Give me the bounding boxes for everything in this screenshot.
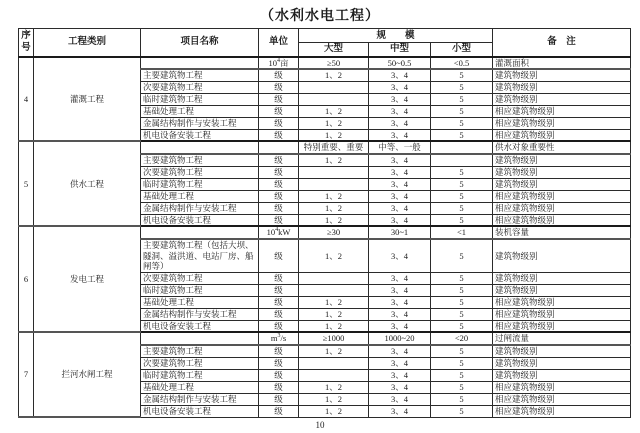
header-scale-medium: 中型 <box>369 43 431 57</box>
unit-text: 4 <box>276 57 280 64</box>
scale-small-cell: 5 <box>431 81 493 93</box>
remark-cell: 相应建筑物级别 <box>493 129 631 141</box>
unit-cell <box>259 141 299 154</box>
project-name-cell <box>141 332 259 345</box>
project-name-cell: 金属结构制作与安装工程 <box>141 202 259 214</box>
remark-cell: 建筑物级别 <box>493 69 631 81</box>
project-name-cell: 临时建筑物工程 <box>141 284 259 296</box>
project-name-cell <box>141 141 259 154</box>
scale-remark-cell: 装机容量 <box>493 226 631 239</box>
scale-large-cell: ≥50 <box>299 57 369 70</box>
unit-cell: 级 <box>259 320 299 332</box>
scale-large-cell <box>299 166 369 178</box>
project-name-cell: 次要建筑物工程 <box>141 357 259 369</box>
remark-cell: 建筑物级别 <box>493 93 631 105</box>
classification-table <box>18 28 631 418</box>
scale-small-cell: 5 <box>431 393 493 405</box>
scale-large-cell <box>299 369 369 381</box>
group-index-cell: 7 <box>19 332 34 417</box>
project-name-cell: 金属结构制作与安装工程 <box>141 393 259 405</box>
header-project: 项目名称 <box>141 29 259 57</box>
scale-medium-cell: 3、4 <box>369 178 431 190</box>
project-name-cell: 机电设备安装工程 <box>141 405 259 417</box>
project-name-cell: 主要建筑物工程（包括大坝、隧洞、溢洪道、电站厂房、船闸等） <box>141 239 259 272</box>
header-scale: 规 模 <box>299 29 493 43</box>
scale-medium-cell: 3、4 <box>369 272 431 284</box>
header-scale-large: 大型 <box>299 43 369 57</box>
scale-small-cell: 5 <box>431 320 493 332</box>
remark-cell: 相应建筑物级别 <box>493 214 631 226</box>
scale-large-cell: 1、2 <box>299 117 369 129</box>
scale-large-cell: 1、2 <box>299 345 369 357</box>
header-unit: 单位 <box>259 29 299 57</box>
scale-small-cell: 5 <box>431 369 493 381</box>
project-name-cell: 机电设备安装工程 <box>141 214 259 226</box>
scale-large-cell <box>299 284 369 296</box>
unit-cell: 级 <box>259 129 299 141</box>
scale-medium-cell: 3、4 <box>369 320 431 332</box>
unit-cell: 级 <box>259 239 299 272</box>
scale-remark-cell: 供水对象重要性 <box>493 141 631 154</box>
unit-cell: 级 <box>259 178 299 190</box>
group-category-cell: 拦河水闸工程 <box>34 332 141 417</box>
scale-medium-cell: 3、4 <box>369 81 431 93</box>
scale-small-cell: 5 <box>431 272 493 284</box>
page-title: （水利水电工程） <box>260 7 380 23</box>
unit-text: m <box>270 333 278 344</box>
scale-medium-cell: 3、4 <box>369 369 431 381</box>
scale-large-cell: 1、2 <box>299 214 369 226</box>
header-index: 序号 <box>19 29 34 57</box>
unit-cell: 级 <box>259 308 299 320</box>
unit-cell: 级 <box>259 357 299 369</box>
scale-definition-row <box>19 57 631 70</box>
header-scale-small: 小型 <box>431 43 493 57</box>
scale-large-cell: 1、2 <box>299 105 369 117</box>
scale-medium-cell: 3、4 <box>369 381 431 393</box>
remark-cell: 相应建筑物级别 <box>493 393 631 405</box>
scale-large-cell: 1、2 <box>299 308 369 320</box>
scale-medium-cell: 3、4 <box>369 69 431 81</box>
scale-small-cell: 5 <box>431 239 493 272</box>
scale-medium-cell: 3、4 <box>369 190 431 202</box>
project-name-cell: 机电设备安装工程 <box>141 320 259 332</box>
group-category-cell: 灌溉工程 <box>34 57 141 142</box>
unit-text: kW <box>278 227 291 238</box>
project-name-cell <box>141 226 259 239</box>
project-name-cell: 临时建筑物工程 <box>141 369 259 381</box>
unit-cell: 级 <box>259 81 299 93</box>
project-name-cell: 次要建筑物工程 <box>141 81 259 93</box>
unit-cell: 级 <box>259 117 299 129</box>
scale-small-cell: <20 <box>431 332 493 345</box>
remark-cell: 相应建筑物级别 <box>493 308 631 320</box>
unit-cell: 级 <box>259 405 299 417</box>
unit-cell <box>259 226 299 239</box>
scale-remark-cell: 灌溉面积 <box>493 57 631 70</box>
scale-medium-cell: 3、4 <box>369 166 431 178</box>
scale-large-cell: 1、2 <box>299 129 369 141</box>
scale-remark-cell: 过闸流量 <box>493 332 631 345</box>
scale-medium-cell: 3、4 <box>369 284 431 296</box>
scale-large-cell: 1、2 <box>299 296 369 308</box>
unit-text: /s <box>280 333 287 344</box>
group-index-cell: 5 <box>19 141 34 226</box>
group-index-cell: 6 <box>19 226 34 332</box>
scale-medium-cell: 3、4 <box>369 154 431 166</box>
scale-large-cell <box>299 81 369 93</box>
scale-large-cell: 1、2 <box>299 202 369 214</box>
project-name-cell <box>141 57 259 70</box>
remark-cell: 建筑物级别 <box>493 81 631 93</box>
scale-large-cell: 1、2 <box>299 405 369 417</box>
page-number: 10 <box>315 420 325 430</box>
remark-cell: 建筑物级别 <box>493 284 631 296</box>
project-name-cell: 主要建筑物工程 <box>141 154 259 166</box>
project-name-cell: 金属结构制作与安装工程 <box>141 308 259 320</box>
scale-small-cell: 5 <box>431 93 493 105</box>
unit-text: 10 <box>268 57 277 68</box>
project-name-cell: 次要建筑物工程 <box>141 166 259 178</box>
unit-cell: 级 <box>259 284 299 296</box>
scale-small-cell: 5 <box>431 178 493 190</box>
remark-cell: 建筑物级别 <box>493 166 631 178</box>
remark-cell: 相应建筑物级别 <box>493 296 631 308</box>
unit-cell: 级 <box>259 69 299 81</box>
remark-cell: 建筑物级别 <box>493 154 631 166</box>
scale-definition-row <box>19 332 631 345</box>
remark-cell: 建筑物级别 <box>493 272 631 284</box>
project-name-cell: 基础处理工程 <box>141 190 259 202</box>
unit-cell: 级 <box>259 345 299 357</box>
remark-cell: 建筑物级别 <box>493 345 631 357</box>
project-name-cell: 基础处理工程 <box>141 296 259 308</box>
header-category: 工程类别 <box>34 29 141 57</box>
unit-cell: 级 <box>259 393 299 405</box>
unit-text: 3 <box>277 333 281 340</box>
scale-medium-cell: 3、4 <box>369 117 431 129</box>
unit-cell: 级 <box>259 93 299 105</box>
unit-cell <box>259 57 299 70</box>
scale-small-cell: 5 <box>431 105 493 117</box>
project-name-cell: 主要建筑物工程 <box>141 69 259 81</box>
project-name-cell: 基础处理工程 <box>141 381 259 393</box>
scale-medium-cell: 3、4 <box>369 93 431 105</box>
scale-small-cell: 5 <box>431 308 493 320</box>
unit-cell: 级 <box>259 272 299 284</box>
scale-large-cell <box>299 178 369 190</box>
scale-small-cell: <1 <box>431 226 493 239</box>
scale-medium-cell: 3、4 <box>369 129 431 141</box>
scale-medium-cell: 50~0.5 <box>369 57 431 70</box>
scale-medium-cell: 3、4 <box>369 405 431 417</box>
scale-small-cell <box>431 141 493 154</box>
group-index-cell: 4 <box>19 57 34 142</box>
scale-small-cell <box>431 154 493 166</box>
unit-cell: 级 <box>259 154 299 166</box>
scale-medium-cell: 3、4 <box>369 393 431 405</box>
scale-small-cell: 5 <box>431 190 493 202</box>
scale-large-cell: 1、2 <box>299 69 369 81</box>
scale-definition-row <box>19 141 631 154</box>
remark-cell: 建筑物级别 <box>493 357 631 369</box>
scale-definition-row <box>19 226 631 239</box>
remark-cell: 相应建筑物级别 <box>493 202 631 214</box>
unit-cell <box>259 332 299 345</box>
scale-large-cell: 1、2 <box>299 190 369 202</box>
scale-medium-cell: 3、4 <box>369 105 431 117</box>
unit-text: 4 <box>275 227 279 234</box>
unit-cell: 级 <box>259 381 299 393</box>
remark-cell: 建筑物级别 <box>493 239 631 272</box>
scale-small-cell: 5 <box>431 166 493 178</box>
scale-large-cell: 1、2 <box>299 393 369 405</box>
scale-small-cell: 5 <box>431 405 493 417</box>
scale-large-cell: 特别重要、重要 <box>299 141 369 154</box>
scale-small-cell: 5 <box>431 381 493 393</box>
scale-medium-cell: 3、4 <box>369 296 431 308</box>
scale-small-cell: 5 <box>431 345 493 357</box>
scale-small-cell: 5 <box>431 69 493 81</box>
unit-cell: 级 <box>259 369 299 381</box>
scale-small-cell: 5 <box>431 357 493 369</box>
project-name-cell: 次要建筑物工程 <box>141 272 259 284</box>
unit-text: 亩 <box>279 57 289 68</box>
scale-large-cell: 1、2 <box>299 154 369 166</box>
unit-cell: 级 <box>259 190 299 202</box>
remark-cell: 相应建筑物级别 <box>493 190 631 202</box>
project-name-cell: 主要建筑物工程 <box>141 345 259 357</box>
unit-cell: 级 <box>259 214 299 226</box>
remark-cell: 相应建筑物级别 <box>493 105 631 117</box>
group-category-cell: 供水工程 <box>34 141 141 226</box>
project-name-cell: 基础处理工程 <box>141 105 259 117</box>
remark-cell: 建筑物级别 <box>493 369 631 381</box>
unit-cell: 级 <box>259 105 299 117</box>
remark-cell: 相应建筑物级别 <box>493 381 631 393</box>
project-name-cell: 临时建筑物工程 <box>141 178 259 190</box>
project-name-cell: 金属结构制作与安装工程 <box>141 117 259 129</box>
remark-cell: 相应建筑物级别 <box>493 320 631 332</box>
scale-small-cell: 5 <box>431 284 493 296</box>
scale-small-cell: 5 <box>431 117 493 129</box>
project-name-cell: 临时建筑物工程 <box>141 93 259 105</box>
group-category-cell: 发电工程 <box>34 226 141 332</box>
remark-cell: 相应建筑物级别 <box>493 117 631 129</box>
scale-medium-cell: 30~1 <box>369 226 431 239</box>
unit-cell: 级 <box>259 166 299 178</box>
table-body <box>19 57 631 418</box>
scale-medium-cell: 3、4 <box>369 308 431 320</box>
header-row-1 <box>19 29 631 43</box>
scale-medium-cell: 3、4 <box>369 357 431 369</box>
scale-small-cell: 5 <box>431 202 493 214</box>
header-remark: 备 注 <box>493 29 631 57</box>
scale-small-cell: 5 <box>431 129 493 141</box>
project-name-cell: 机电设备安装工程 <box>141 129 259 141</box>
scale-large-cell: 1、2 <box>299 239 369 272</box>
scale-medium-cell: 1000~20 <box>369 332 431 345</box>
scale-small-cell: 5 <box>431 296 493 308</box>
scale-small-cell: <0.5 <box>431 57 493 70</box>
scale-large-cell <box>299 93 369 105</box>
scale-large-cell: ≥30 <box>299 226 369 239</box>
unit-text: 10 <box>266 227 276 238</box>
remark-cell: 相应建筑物级别 <box>493 405 631 417</box>
scale-large-cell: 1、2 <box>299 320 369 332</box>
unit-cell: 级 <box>259 296 299 308</box>
scale-medium-cell: 3、4 <box>369 239 431 272</box>
scale-large-cell: 1、2 <box>299 381 369 393</box>
table-header <box>19 29 631 57</box>
scale-large-cell <box>299 272 369 284</box>
remark-cell: 建筑物级别 <box>493 178 631 190</box>
unit-cell: 级 <box>259 202 299 214</box>
scale-large-cell: ≥1000 <box>299 332 369 345</box>
scale-large-cell <box>299 357 369 369</box>
scale-medium-cell: 3、4 <box>369 214 431 226</box>
scale-medium-cell: 3、4 <box>369 345 431 357</box>
scale-small-cell: 5 <box>431 214 493 226</box>
scale-medium-cell: 3、4 <box>369 202 431 214</box>
scale-medium-cell: 中等、一般 <box>369 141 431 154</box>
